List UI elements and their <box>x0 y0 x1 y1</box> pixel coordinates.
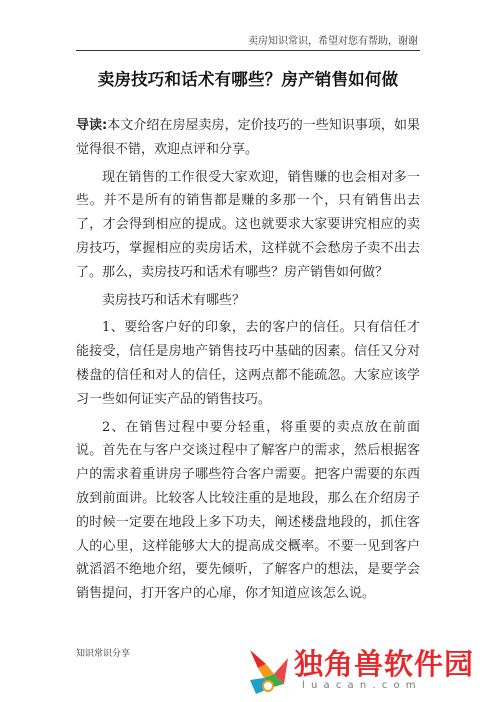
page-title: 卖房技巧和话术有哪些？房产销售如何做 <box>97 70 399 89</box>
paragraph-4: 2、在销售过程中要分轻重，将重要的卖点放在前面说。首先在与客户交谈过程中了解客户的需求，然后根据客户的需求着重讲房子哪些符合客户需要。把客户需要的东西放到前面讲。比较客人比较注重的是地段，那么在介绍房子的时候一定要在地段上多下功夫，阐述楼盘地段的，抓住客人的心里，这样能够大大的提高成交概率。不要一见到客户就滔滔不绝地介绍，要先倾听，了解客户的想法，是要学会销售提问，打开客户的心扉，你才知道应该怎么说。 <box>76 419 420 602</box>
intro-text: 本文介绍在房屋卖房，定价技巧的一些知识事项，如果觉得很不错，欢迎点评和分享。 <box>76 118 420 157</box>
paragraph-1: 现在销售的工作很受大家欢迎，销售赚的也会相对多一些。并不是所有的销售都是赚的多那一个，只有销售出去了，才会得到相应的提成。这也就要求大家要讲究相应的卖房技巧，掌握相应的卖房话术，这样就不会愁房子卖不出去了。那么，卖房技巧和话术有哪些？房产销售如何做？ <box>76 169 420 280</box>
paragraph-2: 卖房技巧和话术有哪些？ <box>102 292 246 308</box>
footer-note: 知识常识分享 <box>76 649 131 659</box>
header-divider <box>76 50 420 51</box>
watermark-url: luacan.com <box>302 680 422 691</box>
header-note: 卖房知识常识，希望对您有帮助，谢谢 <box>248 36 418 47</box>
intro-label: 导读: <box>76 118 108 133</box>
horned-beast-logo-icon <box>244 644 292 698</box>
watermark <box>244 640 494 702</box>
intro-paragraph <box>76 114 420 162</box>
article-body <box>76 114 420 610</box>
watermark-text: 独角兽软件园 <box>294 647 475 681</box>
paragraph-3: 1、要给客户好的印象，去的客户的信任。只有信任才能接受，信任是房地产销售技巧中基础的因素。信任又分对楼盘的信任和对人的信任，这两点都不能疏忽。大家应该学习一些如何证实产品的销售技巧。 <box>76 320 420 407</box>
